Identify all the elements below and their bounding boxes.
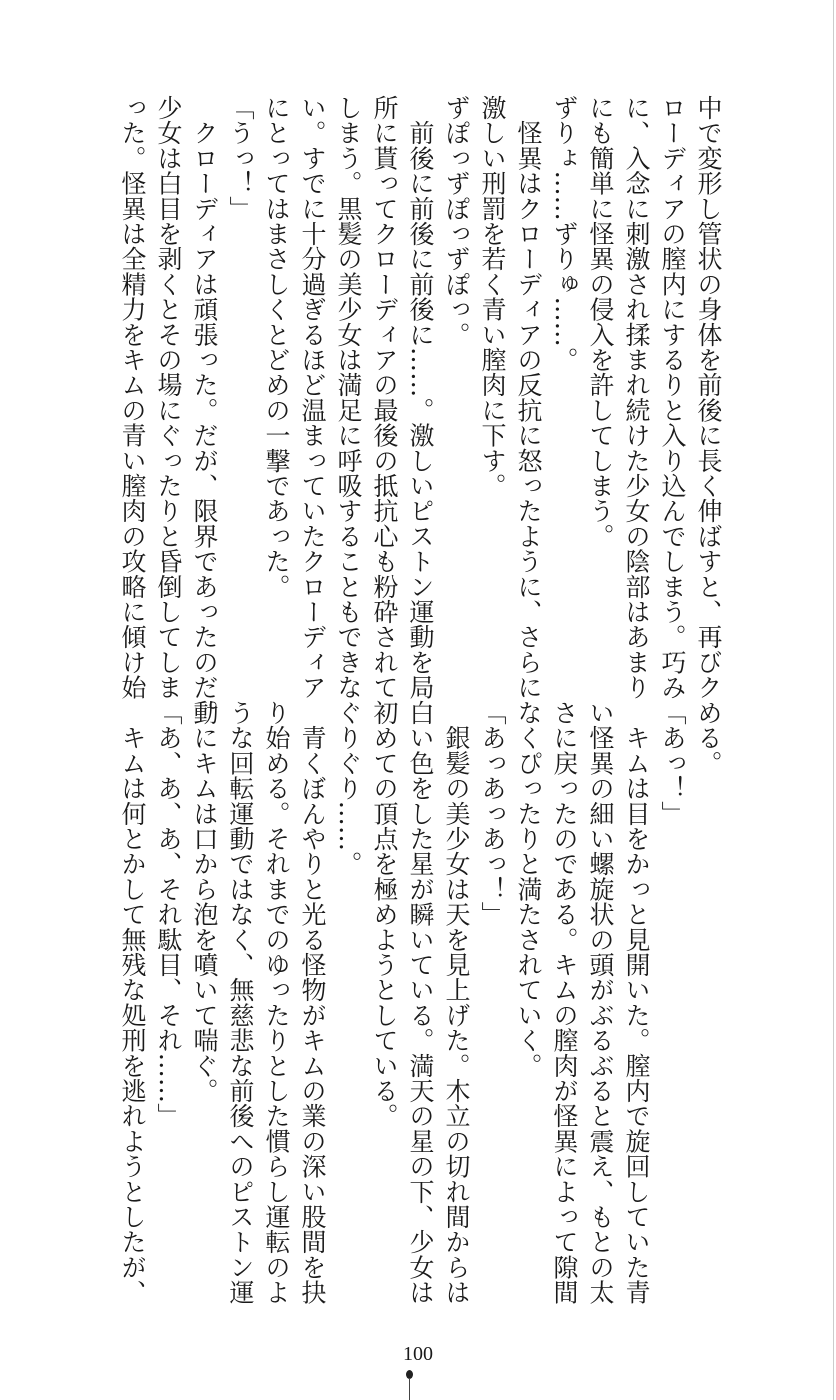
text-column: 「うっ！」 — [226, 95, 255, 221]
text-column: 動にキムは口から泡を噴いて喘ぐ。 — [190, 700, 219, 1104]
text-column: 所に貰ってクローディアの最後の抵抗心も粉砕されて — [370, 95, 399, 700]
text-column: 「あ、あ、あ、それ駄目、それ……」 — [154, 700, 183, 1129]
text-column: ずぽっずぽっずぽっ。 — [442, 95, 471, 347]
text-column: 激しい刑罰を若く青い膣肉に下す。 — [478, 95, 507, 499]
text-column: 「あっ！」 — [658, 700, 687, 826]
text-column: い怪異の細い螺旋状の頭がぶるぶると震え、もとの太 — [586, 700, 615, 1305]
text-column: うな回転運動ではなく、無慈悲な前後へのピストン運 — [226, 700, 255, 1305]
text-column: にとってはまさしくとどめの一撃であった。 — [262, 95, 291, 599]
text-column: クローディアは頑張った。だが、限界であったのだ。 — [190, 95, 219, 725]
page-number: 100 — [403, 1343, 433, 1365]
text-column: った。怪異は全精力をキムの青い膣肉の攻略に傾け始 — [118, 95, 147, 700]
text-column: り始める。それまでのゆったりとした慣らし運転のよ — [262, 700, 291, 1305]
scan-edge — [833, 0, 834, 1400]
text-column: しまう。黒髪の美少女は満足に呼吸することもできな — [334, 95, 363, 700]
text-column: 初めての頂点を極めようとしている。 — [370, 700, 399, 1129]
text-column: ずりょ……ずりゅ……。 — [550, 95, 579, 373]
text-column: なくぴったりと満たされていく。 — [514, 700, 543, 1078]
text-column: 白い色をした星が瞬いている。満天の星の下、少女は — [406, 700, 435, 1305]
text-column: キムは目をかっと見開いた。膣内で旋回していた青 — [622, 700, 651, 1305]
text-column: める。 — [694, 700, 723, 776]
page-marker-line — [409, 1378, 410, 1400]
text-column: ぐりぐり……。 — [334, 700, 363, 877]
text-column: キムは何とかして無残な処刑を逃れようとしたが、 — [118, 700, 147, 1305]
text-column: さに戻ったのである。キムの膣肉が怪異によって隙間 — [550, 700, 579, 1305]
text-column: 怪異はクローディアの反抗に怒ったように、さらに — [514, 95, 543, 700]
text-column: に、入念に刺激され揉まれ続けた少女の陰部はあまり — [622, 95, 651, 700]
text-column: 銀髪の美少女は天を見上げた。木立の切れ間からは — [442, 700, 471, 1305]
text-column: 前後に前後に前後に……。激しいピストン運動を局 — [406, 95, 435, 700]
text-column: 青くぼんやりと光る怪物がキムの業の深い股間を抉 — [298, 700, 327, 1305]
text-block-top — [114, 95, 726, 725]
text-column: 「あっあっあっ！」 — [478, 700, 507, 927]
text-column: い。すでに十分過ぎるほど温まっていたクローディア — [298, 95, 327, 700]
text-column: 少女は白目を剥くとその場にぐったりと昏倒してしま — [154, 95, 183, 700]
text-column: にも簡単に怪異の侵入を許してしまう。 — [586, 95, 615, 549]
text-column: ローディアの膣内にするりと入り込んでしまう。巧み — [658, 95, 687, 700]
text-block-bottom — [114, 700, 726, 1310]
text-column: 中で変形し管状の身体を前後に長く伸ばすと、再びク — [694, 95, 723, 700]
